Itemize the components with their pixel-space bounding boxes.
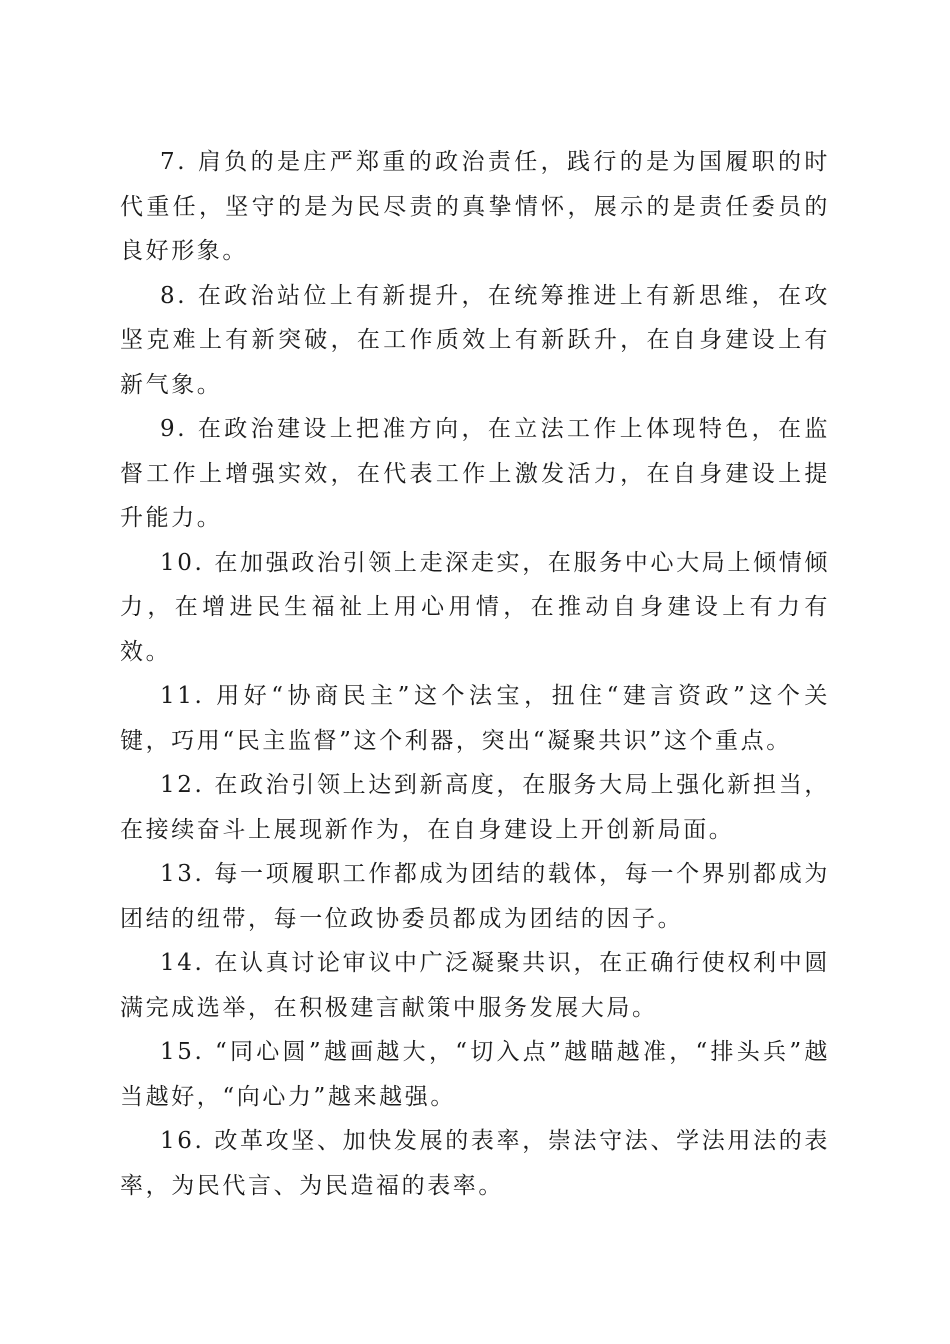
paragraph-14: 14. 在认真讨论审议中广泛凝聚共识，在正确行使权利中圆满完成选举，在积极建言献策中服务发展大局。 bbox=[120, 950, 830, 1021]
paragraph-12: 12. 在政治引领上达到新高度，在服务大局上强化新担当，在接续奋斗上展现新作为，在自身建设上开创新局面。 bbox=[120, 772, 830, 843]
paragraph-9: 9. 在政治建设上把准方向，在立法工作上体现特色，在监督工作上增强实效，在代表工作上激发活力，在自身建设上提升能力。 bbox=[120, 416, 830, 531]
paragraph-13: 13. 每一项履职工作都成为团结的载体，每一个界别都成为团结的纽带，每一位政协委员都成为团结的因子。 bbox=[120, 861, 830, 932]
paragraph-10: 10. 在加强政治引领上走深走实，在服务中心大局上倾情倾力，在增进民生福祉上用心用情，在推动自身建设上有力有效。 bbox=[120, 549, 830, 665]
paragraph-7: 7. 肩负的是庄严郑重的政治责任，践行的是为国履职的时代重任，坚守的是为民尽责的真挚情怀，展示的是责任委员的良好形象。 bbox=[120, 149, 830, 264]
paragraph-16: 16. 改革攻坚、加快发展的表率，崇法守法、学法用法的表率，为民代言、为民造福的表率。 bbox=[120, 1128, 830, 1199]
paragraph-11: 11. 用好“协商民主”这个法宝，扭住“建言资政”这个关键，巧用“民主监督”这个利器，突出“凝聚共识”这个重点。 bbox=[120, 683, 830, 754]
document-body bbox=[120, 140, 830, 1208]
paragraph-15: 15. “同心圆”越画越大，“切入点”越瞄越准，“排头兵”越当越好，“向心力”越来越强。 bbox=[120, 1039, 830, 1110]
paragraph-8: 8. 在政治站位上有新提升，在统筹推进上有新思维，在攻坚克难上有新突破，在工作质效上有新跃升，在自身建设上有新气象。 bbox=[120, 282, 830, 398]
